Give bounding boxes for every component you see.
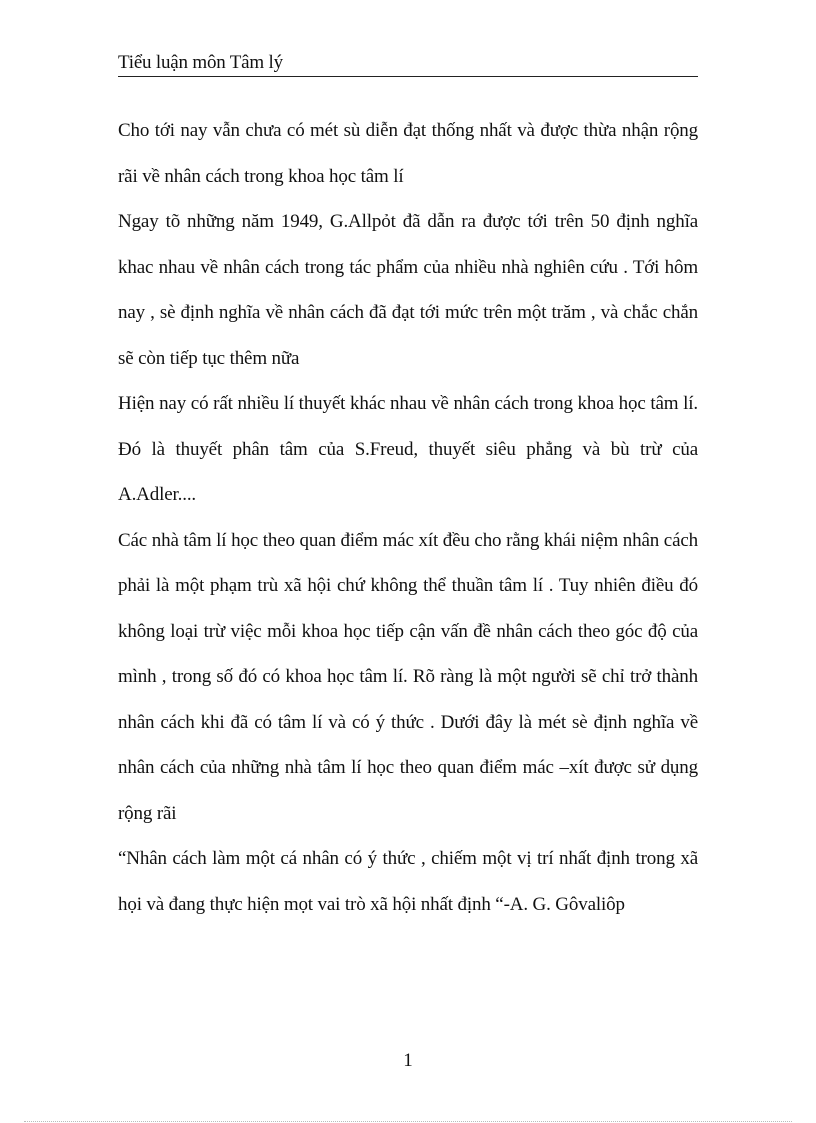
page-number: 1 bbox=[403, 1050, 413, 1071]
paragraph-1: Cho tới nay vẫn chưa có mét sù diễn đạt thống nhất và được thừa nhận rộng rãi về nhân cách trong khoa học tâm lí bbox=[118, 120, 698, 187]
paragraph-3: Hiện nay có rất nhiều lí thuyết khác nhau về nhân cách trong khoa học tâm lí. Đó là thuyết phân tâm của S.Freud, thuyết siêu phẳng và bù trừ của A.Adler.... bbox=[118, 393, 698, 505]
paragraph-5: “Nhân cách làm một cá nhân có ý thức , chiếm một vị trí nhất định trong xã họi và đang thực hiện mọt vai trò xã hội nhất định “-A. G. Gôvaliôp bbox=[118, 848, 698, 915]
page-header bbox=[118, 52, 698, 77]
page-bottom-edge bbox=[24, 1121, 792, 1122]
paragraph-4: Các nhà tâm lí học theo quan điểm mác xít đều cho rằng khái niệm nhân cách phải là một phạm trù xã hội chứ không thể thuần tâm lí . Tuy nhiên điều đó không loại trừ việc mỗi khoa học tiếp cận vấn đề nhân cách theo góc độ của mình , trong số đó có khoa học tâm lí. Rõ ràng là một người sẽ chỉ trở thành nhân cách khi đã có tâm lí và có ý thức . Dưới đây là mét sè định nghĩa về nhân cách của những nhà tâm lí học theo quan điểm mác –xít được sử dụng rộng rãi bbox=[118, 529, 698, 824]
document-body bbox=[118, 108, 698, 927]
header-title: Tiểu luận môn Tâm lý bbox=[118, 52, 283, 73]
paragraph-2: Ngay tõ những năm 1949, G.Allpỏt đã dẫn ra được tới trên 50 định nghĩa khac nhau về nhân cách trong tác phẩm của nhiều nhà nghiên cứu . Tới hôm nay , sè định nghĩa về nhân cách đã đạt tới mức trên một trăm , và chắc chắn sẽ còn tiếp tục thêm nữa bbox=[118, 211, 698, 369]
